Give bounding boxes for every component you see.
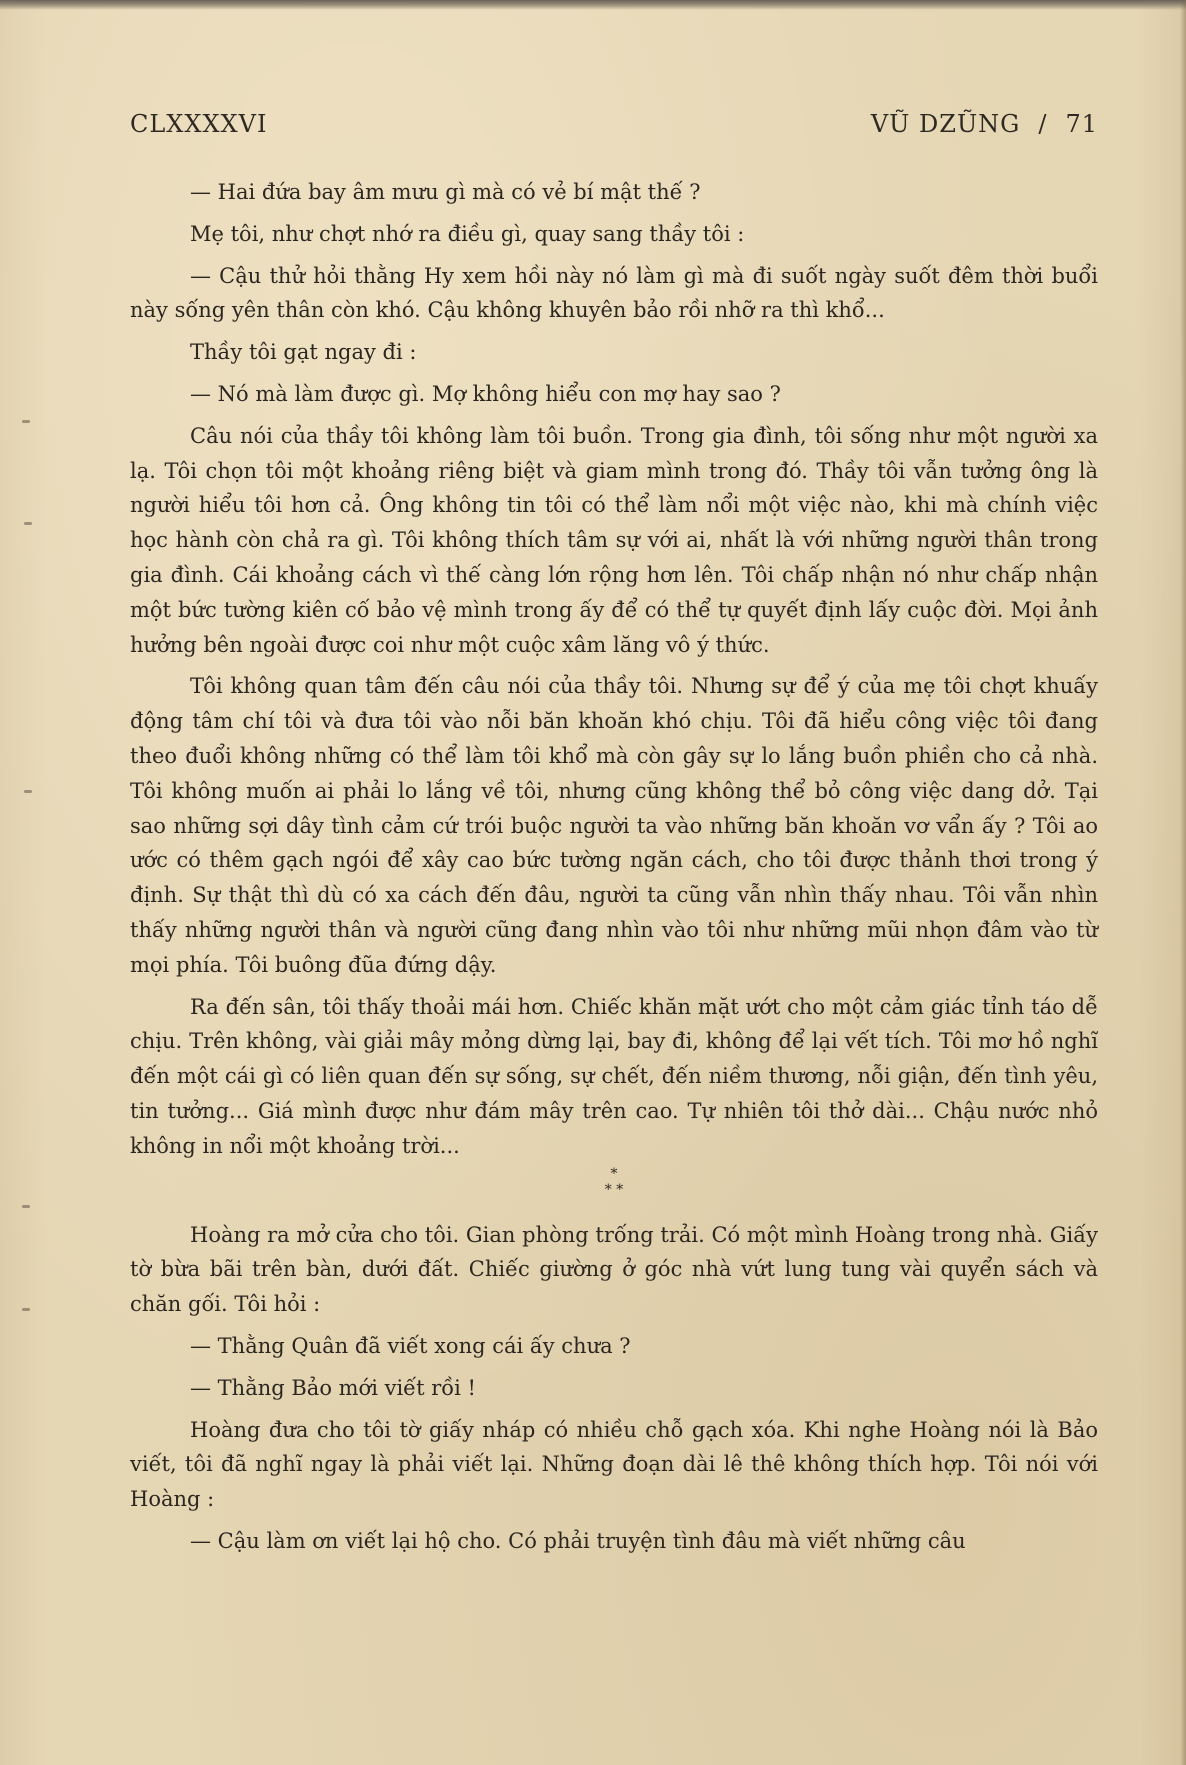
paragraph: Mẹ tôi, như chợt nhớ ra điều gì, quay sang thầy tôi : (190, 221, 745, 246)
paragraph: Hoàng ra mở cửa cho tôi. Gian phòng trống trải. Có một mình Hoàng trong nhà. Giấy tờ bừa bãi trên bàn, dưới đất. Chiếc giường ở góc nhà vứt lung tung vài quyển sách và chăn gối. Tôi hỏi : (130, 1222, 1098, 1317)
running-head (130, 110, 1098, 150)
paragraph: Tôi không quan tâm đến câu nói của thầy tôi. Nhưng sự để ý của mẹ tôi chợt khuấy động tâm chí tôi và đưa tôi vào nỗi băn khoăn khó chịu. Tôi đã hiểu công việc tôi đang theo đuổi không những có thể làm tôi khổ mà còn gây sự lo lắng buồn phiền cho cả nhà. Tôi không muốn ai phải lo lắng về tôi, nhưng cũng không thể bỏ công việc dang dở. Tại sao những sợi dây tình cảm cứ trói buộc người ta vào những băn khoăn vơ vẩn ấy ? Tôi ao ước có thêm gạch ngói để xây cao bức tường ngăn cách, cho tôi được thảnh thơi trong ý định. Sự thật thì dù có xa cách đến đâu, người ta cũng vẫn nhìn thấy nhau. Tôi vẫn nhìn thấy những người thân và người cũng đang nhìn vào tôi như những mũi nhọn đâm vào từ mọi phía. Tôi buông đũa đứng dậy. (130, 674, 1098, 977)
paragraph: — Thằng Quân đã viết xong cái ấy chưa ? (190, 1333, 631, 1358)
paragraph: — Thằng Bảo mới viết rồi ! (190, 1375, 476, 1400)
section-label: CLXXXXVI (130, 110, 268, 138)
header-separator: / (1038, 110, 1048, 138)
paper-speck (22, 1205, 30, 1208)
page-top-edge (0, 0, 1186, 10)
paragraph: Câu nói của thầy tôi không làm tôi buồn. Trong gia đình, tôi sống như một người xa lạ. Tôi chọn tôi một khoảng riêng biệt và giam mình trong đó. Thầy tôi vẫn tưởng ông là người hiểu tôi hơn cả. Ông không tin tôi có thể làm nổi một việc nào, khi mà chính việc học hành còn chả ra gì. Tôi không thích tâm sự với ai, nhất là với những người thân trong gia đình. Cái khoảng cách vì thế càng lớn rộng hơn lên. Tôi chấp nhận nó như chấp nhận một bức tường kiên cố bảo vệ mình trong ấy để có thể tự quyết định lấy cuộc đời. Mọi ảnh hưởng bên ngoài được coi như một cuộc xâm lăng vô ý thức. (130, 423, 1098, 657)
scene-break-bottom: * * (604, 1181, 624, 1198)
page-right-edge (1180, 0, 1186, 1765)
author-name: VŨ DZŨNG (870, 110, 1021, 138)
paragraph: — Cậu làm ơn viết lại hộ cho. Có phải truyện tình đâu mà viết những câu (190, 1528, 966, 1553)
scene-break-top: * (610, 1165, 618, 1182)
paper-speck (22, 1308, 30, 1311)
paragraph: — Cậu thử hỏi thằng Hy xem hồi này nó làm gì mà đi suốt ngày suốt đêm thời buổi này sống yên thân còn khó. Cậu không khuyên bảo rồi nhỡ ra thì khổ... (130, 263, 1098, 323)
paragraph: Hoàng đưa cho tôi tờ giấy nháp có nhiều chỗ gạch xóa. Khi nghe Hoàng nói là Bảo viết, tôi đã nghĩ ngay là phải viết lại. Những đoạn dài lê thê không thích hợp. Tôi nói với Hoàng : (130, 1417, 1098, 1512)
page-number: 71 (1065, 110, 1098, 138)
body-text (130, 175, 1098, 1566)
author-folio (871, 110, 1098, 138)
paragraph: — Hai đứa bay âm mưu gì mà có vẻ bí mật thế ? (190, 180, 701, 204)
paper-speck (24, 790, 32, 793)
paragraph: Ra đến sân, tôi thấy thoải mái hơn. Chiếc khăn mặt ướt cho một cảm giác tỉnh táo dễ chịu. Trên không, vài giải mây mỏng dừng lại, bay đi, không để lại vết tích. Tôi mơ hồ nghĩ đến một cái gì có liên quan đến sự sống, sự chết, đến niềm thương, nỗi giận, đến tình yêu, tin tưởng... Giá mình được như đám mây trên cao. Tự nhiên tôi thở dài... Chậu nước nhỏ không in nổi một khoảng trời... (130, 994, 1098, 1158)
paper-speck (22, 420, 30, 423)
paragraph: Thầy tôi gạt ngay đi : (190, 340, 417, 365)
scene-break (130, 1166, 1098, 1210)
paper-speck (24, 522, 32, 525)
paragraph: — Nó mà làm được gì. Mợ không hiểu con mợ hay sao ? (190, 381, 781, 406)
